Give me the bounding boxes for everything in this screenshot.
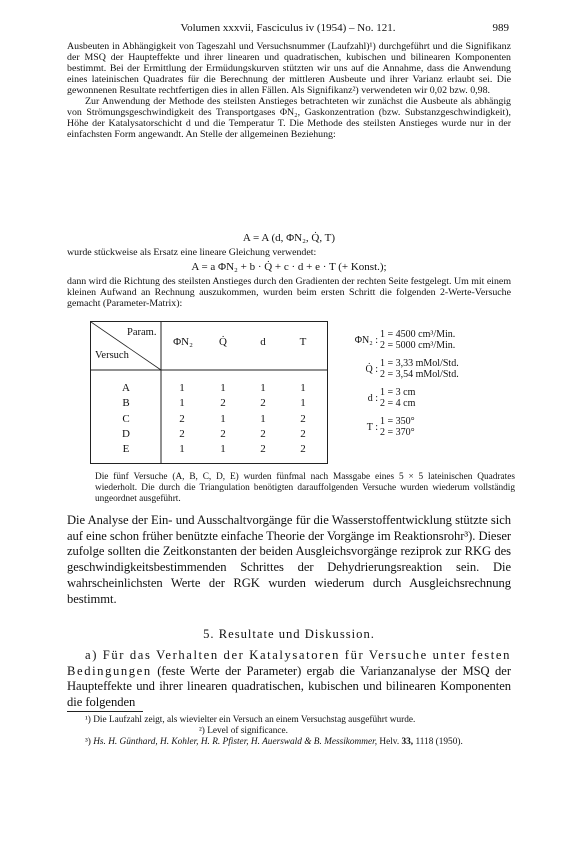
table-row [91, 412, 327, 427]
footnote-2: ²) Level of significance. [199, 726, 289, 736]
row-label: E [122, 443, 130, 456]
legend-values [380, 358, 459, 380]
running-header: Volumen xxxvii, Fasciculus iv (1954) – No. 121. [180, 22, 396, 34]
table-cell: 1 [179, 397, 185, 410]
table-cell: 2 [260, 443, 266, 456]
legend-values [380, 416, 415, 438]
footnote-3 [67, 737, 511, 748]
table-row [91, 427, 327, 442]
table-cell: 2 [300, 427, 306, 440]
table-cell: 2 [300, 443, 306, 456]
paragraph-big-1: Die Analyse der Ein- und Ausschaltvorgänge für die Wasserstoffentwicklung stützte sich auf eine schon früher benützte einfache Theorie der Vorgänge im Reaktionsrohr³). Dieser zufolge sollten die Zeitkonstanten der beiden Ausgleichsvorgänge reziprok zur RKG des geschwindigkeitsbestimmenden Schrittes der Dehydrierungsreaktion sein. Die wahrscheinlichsten Werte der RGK wurden wiederum durch Ausgleichsrechnung bestimmt. [67, 513, 512, 606]
legend-value: 2 = 3,54 mMol/Std. [380, 369, 459, 380]
footnote-3-authors: Hs. H. Günthard, H. Kohler, H. R. Pfister, H. Auerswald & B. Messikommer, [93, 737, 378, 747]
parameter-legend [346, 329, 516, 442]
table-cell: 1 [260, 412, 266, 425]
table-row [91, 381, 327, 396]
table-cell: 1 [179, 382, 185, 394]
footnote-1: ¹) Die Laufzahl zeigt, als wievielter ein Versuch an einem Versuchstag ausgeführt wurde. [85, 715, 416, 725]
footnote-3-volume: 33, [401, 737, 414, 747]
paragraph-big-2 [67, 648, 511, 711]
page-number: 989 [492, 22, 509, 34]
legend-symbol: ΦN₂ : [354, 334, 378, 346]
legend-value: 2 = 5000 cm³/Min. [380, 340, 456, 351]
row-label: A [122, 382, 130, 394]
table-note: Die fünf Versuche (A, B, C, D, E) wurden fünfmal nach Massgabe eines 5 × 5 lateinischen Quadrates wiederholt. Die durch die Triangulation benötigten darauffolgenden Versuche wurden wiederum vollständig ungeordnet ausgeführt. [95, 472, 515, 504]
table-cell: 1 [179, 443, 185, 456]
row-label: C [122, 412, 130, 425]
footnote-3-number: ³) [85, 737, 91, 747]
matrix-body [91, 381, 327, 457]
legend-value: 1 = 350° [380, 416, 415, 427]
footnotes [67, 715, 511, 748]
legend-value: 2 = 4 cm [380, 398, 416, 409]
corner-versuch-label: Versuch [95, 350, 129, 361]
table-cell: 1 [300, 397, 306, 410]
col-header-d: d [260, 336, 266, 348]
table-row [91, 442, 327, 457]
row-label: D [122, 427, 130, 440]
table-cell: 1 [220, 382, 226, 394]
legend-entry-q [346, 358, 516, 380]
legend-values [380, 329, 455, 351]
table-cell: 1 [220, 412, 226, 425]
paragraph-big-2-rest: (feste Werte der Parameter) ergab die Varianzanalyse der MSQ der Haupteffekte und ihrer linearen quadratischen, kubischen und bilinearen Komponenten die folgenden [67, 663, 511, 710]
legend-entry-t [346, 416, 516, 438]
col-header-q: Q̇ [219, 336, 227, 348]
footnote-3-pages: 1118 (1950). [415, 737, 463, 747]
table-cell: 2 [220, 427, 226, 440]
paragraph-2: Zur Anwendung der Methode des steilsten Anstieges betrachteten wir zunächst die Ausbeute als abhängig von Strömungsgeschwindigkeit des Transportgases ΦN₂, Gaskonzentration (bzw. Substanzgeschwindigkeit), Höhe der Katalysatorschicht d und die Temperatur T. Die Methode des steilsten Anstieges wurde nur in der einfachsten Form angewandt. An Stelle der allgemeinen Beziehung: [67, 96, 511, 141]
legend-value: 1 = 4500 cm³/Min. [380, 329, 456, 340]
corner-param-label: Param. [127, 327, 157, 338]
body-text-upper [67, 41, 511, 140]
table-cell: 2 [300, 412, 306, 425]
table-cell: 2 [260, 427, 266, 440]
parameter-matrix [90, 321, 328, 464]
footnote-rule [67, 711, 143, 712]
table-row [91, 396, 327, 411]
row-label: B [122, 397, 130, 410]
legend-value: 2 = 370° [380, 427, 415, 438]
section-title: 5. Resultate und Diskussion. [203, 627, 375, 641]
paragraph-big-2-lead: a) Für das Verhalten der Katalysatoren für Versuche unter festen Bedingungen [67, 648, 511, 678]
equation-linear: A = a ΦN₂ + b · Q̇ + c · d + e · T (+ Konst.); [191, 261, 387, 273]
legend-symbol: T : [366, 421, 378, 433]
legend-entry-d [346, 387, 516, 409]
footnote-3-journal: Helv. [379, 737, 400, 747]
paragraph-3: dann wird die Richtung des steilsten Anstieges durch den Gradienten der rechten Seite festgelegt. Um mit einem kleinen Aufwand an Rechnung auszukommen, wurden beim ersten Schritt die folgenden 2-Werte-Versuche gemacht (Parameter-Matrix): [67, 276, 511, 310]
table-cell: 1 [220, 443, 226, 456]
table-cell: 2 [179, 412, 185, 425]
legend-entry-phi [346, 329, 516, 351]
paragraph-1: Ausbeuten in Abhängigkeit von Tageszahl und Versuchsnummer (Laufzahl)¹) durchgeführt und die Signifikanz der MSQ der Haupteffekte und ihrer linearen und quadratischen, kubischen und bilinearen Komponenten bestimmt. Bei der Ermittlung der Ermüdungskurven stützten wir uns auf die Annahme, dass die Anwendung eines lateinischen Quadrates für die Berechnung der mittleren Ausbeute und ihrer Varianz erlaubt sei. Die gewonnenen Resultate rechtfertigen dies in allen Fällen. Als Signifikanz²) verwendeten wir 0,02 bzw. 0,98. [67, 41, 511, 97]
col-header-phi: ΦN₂ [173, 336, 193, 348]
equation-general: A = A (d, ΦN₂, Q̇, T) [242, 232, 336, 244]
legend-values [380, 387, 415, 409]
table-cell: 2 [179, 427, 185, 440]
legend-symbol: d : [367, 392, 378, 404]
table-cell: 2 [260, 397, 266, 410]
legend-symbol: Q̇ : [365, 363, 378, 375]
legend-value: 1 = 3 cm [380, 387, 416, 398]
legend-value: 1 = 3,33 mMol/Std. [380, 358, 459, 369]
table-cell: 1 [300, 382, 306, 394]
line-ersatz: wurde stückweise als Ersatz eine lineare Gleichung verwendet: [67, 247, 317, 258]
table-cell: 2 [220, 397, 226, 410]
column-headers [163, 336, 323, 348]
col-header-t: T [299, 336, 307, 348]
table-cell: 1 [260, 382, 266, 394]
